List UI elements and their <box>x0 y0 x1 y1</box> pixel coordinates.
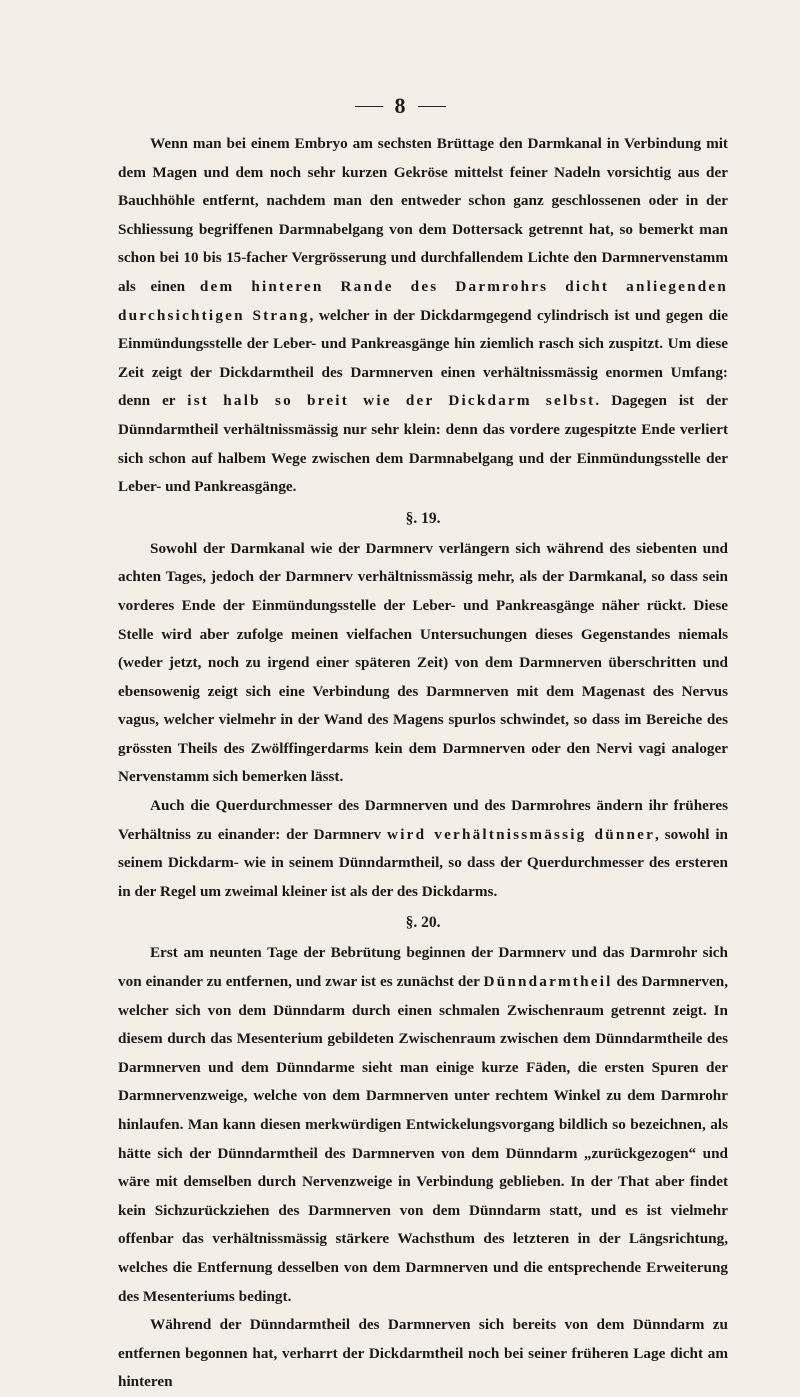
spaced-emphasis: wird verhältnissmässig dünner <box>387 825 656 843</box>
paragraph-ninth-day <box>118 939 728 1311</box>
text-run: Erst am neunten Tage der Bebrütung beginnen der Darmnerv und das Darmrohr sich von einander zu entfernen, und zwar ist es zunächst der <box>118 944 728 991</box>
spaced-emphasis: dem hinteren Rande des Darmrohrs dicht anliegenden durchsichtigen Strang <box>118 277 728 324</box>
page-header <box>0 95 800 117</box>
header-dash-right <box>418 106 446 107</box>
text-run: , welcher in der Dickdarmgegend cylindrisch ist und gegen die Einmündungsstelle der Leber- und Pankreasgänge hin ziemlich rasch sich zuspitzt. Um diese Zeit zeigt der Dickdarmtheil des Darmnerven einen verhältnissmässig enormen Umfang: denn er <box>118 306 728 410</box>
paragraph-elongation: Sowohl der Darmkanal wie der Darmnerv verlängern sich während des siebenten und achten Tages, jedoch der Darmnerv verhältnissmässig mehr, als der Darmkanal, so dass sein vorderes Ende der Einmündungsstelle der Leber- und Pankreasgänge näher rückt. Diese Stelle wird aber zufolge meinen vielfachen Untersuchungen dieses Gegenstandes niemals (weder jetzt, noch zu irgend einer späteren Zeit) von dem Darmnerven überschritten und ebensowenig zeigt sich eine Verbindung des Darmnerven mit dem Magenast des Nervus vagus, welcher vielmehr in der Wand des Magens spurlos schwindet, so dass im Bereiche des grössten Theils des Zwölffingerdarms kein dem Darmnerven oder den Nervi vagi analoger Nervenstamm sich bemerken lässt. <box>118 539 728 786</box>
text-run: . Dagegen ist der Dünndarmtheil verhältnissmässig nur sehr klein: denn das vordere zugespitzte Ende verliert sich schon auf halbem Wege zwischen dem Darmnabelgang und der Einmündungsstelle der Leber- und Pankreasgänge. <box>118 392 728 496</box>
text-run: , sowohl in seinem Dickdarm- wie in seinem Dünndarmtheil, so dass der Querdurchmesser des ersteren in der Regel um zweimal kleiner ist als der des Dickdarms. <box>118 825 728 900</box>
text-run: des Darmnerven, welcher sich von dem Dünndarm durch einen schmalen Zwischenraum getrennt zeigt. In diesem durch das Mesenterium gebildeten Zwischenraum zwischen dem Dünndarmtheile des Darmnerven und dem Dünndarme sieht man einige kurze Fäden, die ersten Spuren der Darmnervenzweige, welche von dem Darmnerven unter rechtem Winkel zu dem Darmrohr hinlaufen. Man kann diesen merkwürdigen Entwickelungsvorgang bildlich so bezeichnen, als hätte sich der Dünndarmtheil des Darmnerven von dem Dünndarm „zurückgezogen“ und wäre mit demselben durch Nervenzweige in Verbindung geblieben. In der That aber findet kein Sichzurückziehen des Darmnerven von dem Dünndarm statt, und es ist vielmehr offenbar das verhältnissmässig stärkere Wachsthum des letzteren in der Längsrichtung, welches die Entfernung desselben von dem Darmnerven und die entsprechende Erweiterung des Mesenteriums bedingt. <box>118 973 729 1305</box>
section-heading-19: §. 19. <box>405 509 441 527</box>
text-run: Auch die Querdurchmesser des Darmnerven und des Darmrohres ändern ihr früheres Verhältniss zu einander: der Darmnerv <box>118 797 728 843</box>
page-number: 8 <box>394 93 406 118</box>
paragraph-cross-diameter <box>118 792 728 906</box>
header-dash-left <box>355 106 383 107</box>
spaced-emphasis: ist halb so breit wie der Dickdarm selbst <box>187 392 596 410</box>
spaced-emphasis: Dünndarmtheil <box>483 973 613 991</box>
paragraph-continuation: Während der Dünndarmtheil des Darmnerven sich bereits von dem Dünndarm zu entfernen begonnen hat, verharrt der Dickdarmtheil noch bei seiner früheren Lage dicht am hinteren <box>118 1316 728 1391</box>
section-heading-20: §. 20. <box>405 914 441 932</box>
text-run: Wenn man bei einem Embryo am sechsten Brüttage den Darmkanal in Verbindung mit dem Magen und dem noch sehr kurzen Gekröse mittelst feiner Nadeln vorsichtig aus der Bauchhöhle entfernt, nachdem man den entweder schon ganz geschlossenen oder in der Schliessung begriffenen Darmnabelgang von dem Dottersack getrennt hat, so bemerkt man schon bei 10 bis 15-facher Vergrösserung und durchfallendem Lichte den Darmnervenstamm als einen <box>118 135 728 295</box>
page-body <box>118 130 728 1397</box>
paragraph-embryo-sixth-day <box>118 130 728 502</box>
